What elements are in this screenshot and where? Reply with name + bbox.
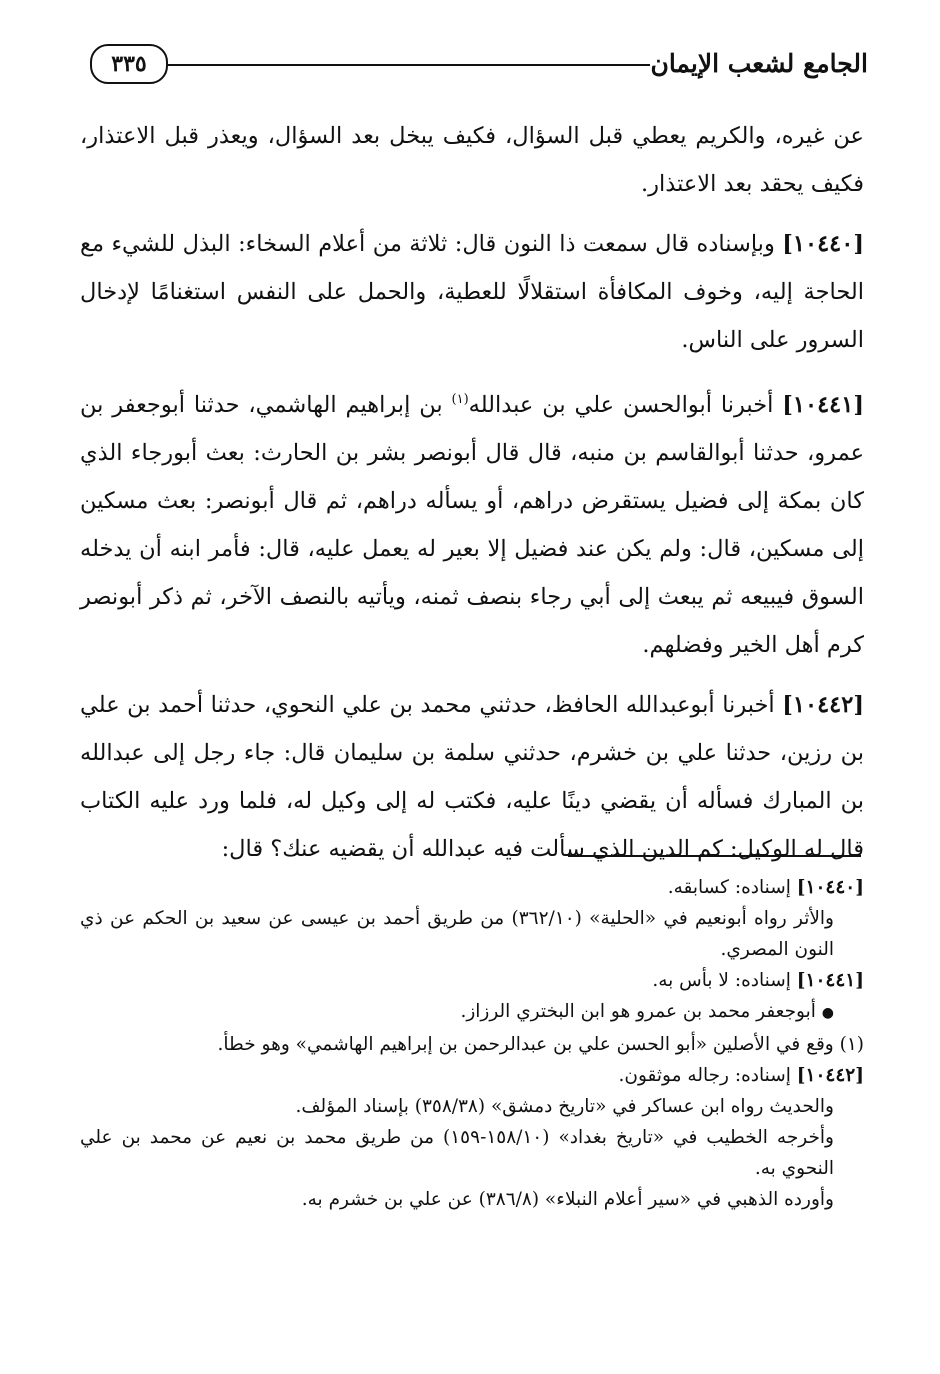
page-number: ٣٣٥ [90,44,168,84]
footnote-text: (١) وقع في الأصلين «أبو الحسن علي بن عبدالرحمن بن إبراهيم الهاشمي» وهو خطأ. [217,1034,864,1055]
footnote-text: أبوجعفر محمد بن عمرو هو ابن البختري الرزاز. [460,1001,816,1022]
paragraph [80,220,864,364]
footnote [80,1122,864,1184]
hadith-number: [١٠٤٤٢] [782,692,864,718]
hadith-number: [١٠٤٤١] [782,392,865,418]
footnote [80,1060,864,1091]
footnote-text: إسناده: كسابقه. [667,877,791,898]
main-text [80,112,864,885]
footnote [80,1184,864,1215]
paragraph-text: عن غيره، والكريم يعطي قبل السؤال، فكيف يبخل بعد السؤال، ويعذر قبل الاعتذار، فكيف يحقد بعد الاعتذار. [80,123,864,197]
bullet-icon: ● [821,1005,834,1021]
footnote-label: [١٠٤٤٠] [796,877,864,898]
footnote-text: وأورده الذهبي في «سير أعلام النبلاء» (٣٨٦/٨) عن علي بن خشرم به. [301,1189,834,1210]
paragraph [80,376,864,669]
paragraph-text: بن إبراهيم الهاشمي، حدثنا أبوجعفر بن عمرو، حدثنا أبوالقاسم بن منبه، قال قال أبونصر بشر بن الحارث: بعث أبورجاء الذي كان بمكة إلى فضيل يستقرض دراهم، أو يسأله دراهم، ثم قال أبونصر: بعث مسكين إلى مسكين، قال: ولم يكن عند فضيل إلا بعير له يعمل عليه، قال: فأمر ابنه أن يدخله السوق فيبيعه ثم يبعث إلى أبي رجاء بنصف ثمنه، ويأتيه بالنصف الآخر، ثم ذكر أبونصر كرم أهل الخير وفضلهم. [80,392,864,658]
footnote [80,1091,864,1122]
footnote-label: [١٠٤٤٢] [796,1065,864,1086]
paragraph [80,681,864,873]
page-header [90,44,868,90]
footnote-text: والأثر رواه أبونعيم في «الحلية» (٣٦٢/١٠) من طريق أحمد بن عيسى عن سعيد بن الحكم عن ذي النون المصري. [80,908,834,960]
paragraph-text: وبإسناده قال سمعت ذا النون قال: ثلاثة من أعلام السخاء: البذل للشيء مع الحاجة إليه، وخوف المكافأة استقلالًا للعطية، والحمل على النفس استغنامًا لإدخال السرور على الناس. [80,231,864,353]
footnote-text: إسناده: رجاله موثقون. [618,1065,791,1086]
footnote-text: والحديث رواه ابن عساكر في «تاريخ دمشق» (٣٥٨/٣٨) بإسناد المؤلف. [295,1096,834,1117]
footnote-ref[interactable]: (١) [451,392,469,407]
footnote-text: وأخرجه الخطيب في «تاريخ بغداد» (١٥٨/١٠-١٥٩) من طريق محمد بن نعيم عن محمد بن علي النحوي به. [80,1127,834,1179]
paragraph-text: أخبرنا أبوالحسن علي بن عبدالله [468,392,774,418]
footnotes [80,872,864,1215]
footnote [80,965,864,996]
footnote [80,996,864,1029]
paragraph-text: أخبرنا أبوعبدالله الحافظ، حدثني محمد بن علي النحوي، حدثنا أحمد بن علي بن رزين، حدثنا علي بن خشرم، حدثني سلمة بن سليمان قال: جاء رجل إلى عبدالله بن المبارك فسأله أن يقضي دينًا عليه، فكتب له إلى وكيل له، فلما ورد عليه الكتاب قال له الوكيل: كم الدين الذي سألت فيه عبدالله أن يقضيه عنك؟ قال: [80,692,864,862]
paragraph [80,112,864,208]
footnote [80,872,864,903]
running-title: الجامع لشعب الإيمان [650,49,868,78]
footnote-separator [568,855,861,857]
footnote [80,903,864,965]
hadith-number: [١٠٤٤٠] [782,231,865,257]
footnote-text: إسناده: لا بأس به. [652,970,791,991]
header-rule [168,64,650,66]
footnote [80,1029,864,1060]
footnote-label: [١٠٤٤١] [796,970,864,991]
